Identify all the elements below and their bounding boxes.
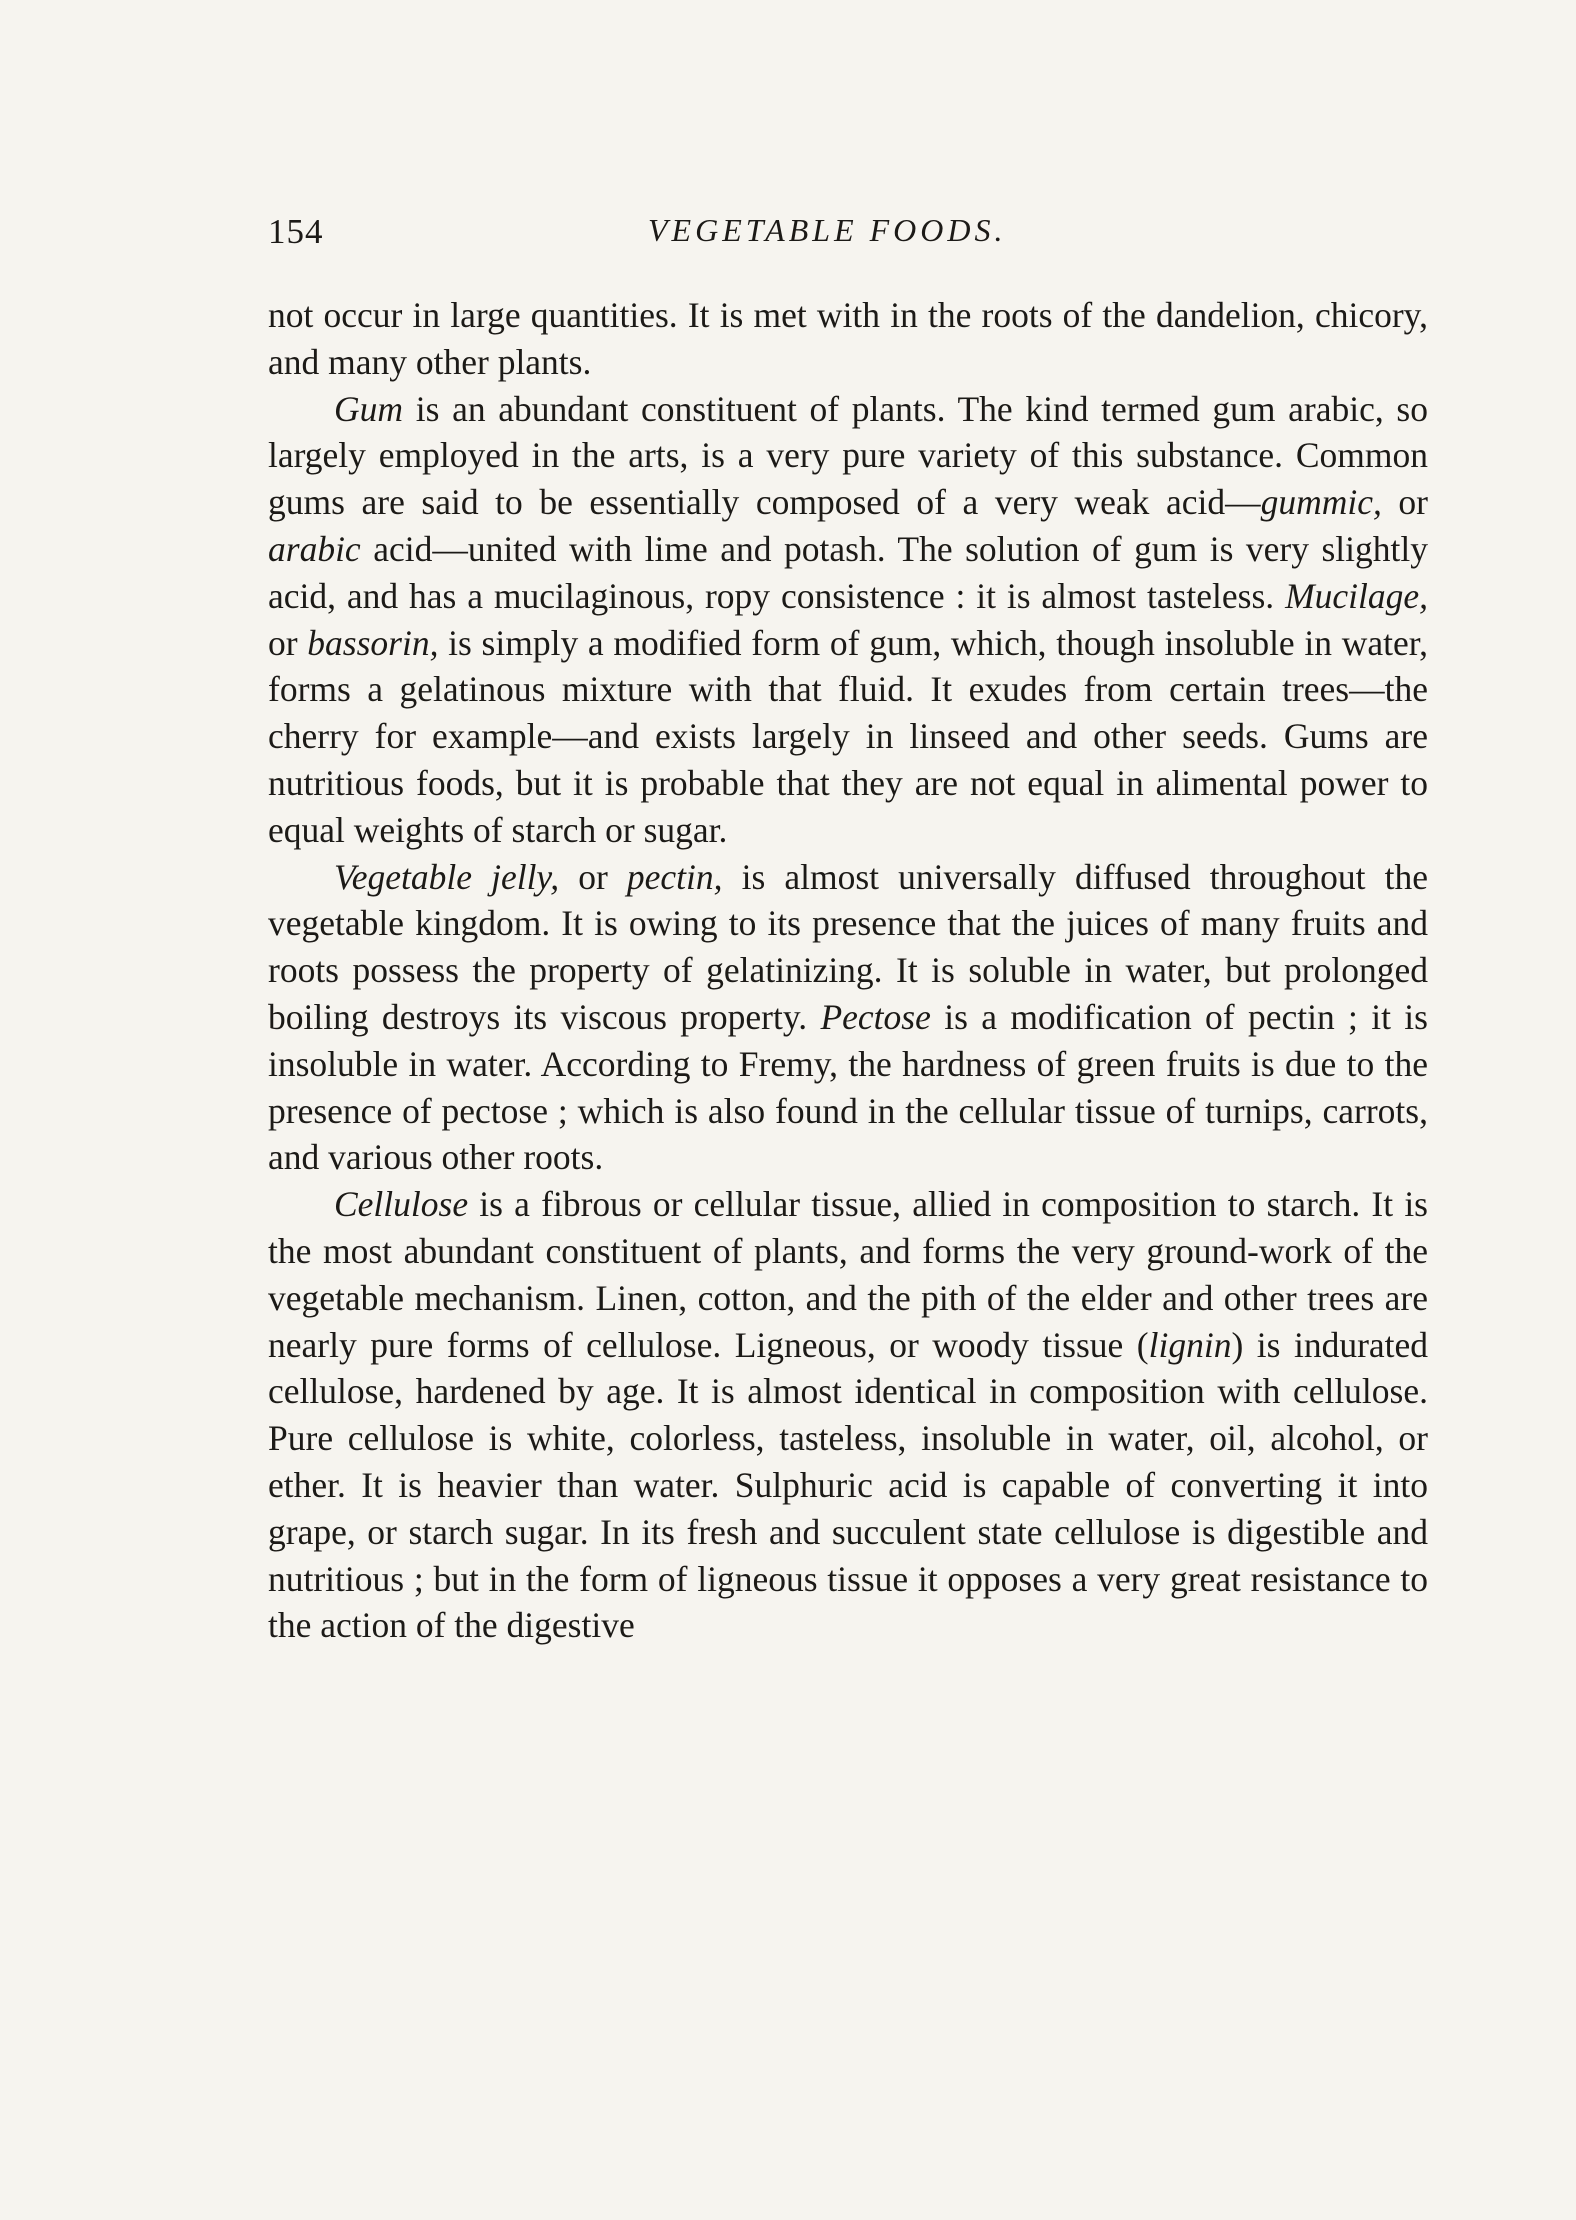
italic-term: lignin (1148, 1324, 1232, 1365)
text-run: is an abundant constituent of plants. The kind termed gum arabic, so largely employed in the arts, is a very pure variety of this substance. Common gums are said to be essentially composed of a very weak acid— (268, 388, 1428, 523)
italic-term: gummic, (1260, 482, 1382, 523)
body-text (268, 292, 1428, 1649)
text-run: not occur in large quantities. It is met with in the roots of the dandelion, chicory, and many other plants. (268, 295, 1428, 382)
italic-term: pectin, (626, 856, 723, 897)
text-run: ) is indurated cellulose, hardened by age. It is almost identical in composition with cellulose. Pure cellulose is white, colorless, tasteless, insoluble in water, oil, alcohol, or ether. It is heavier than water. Sulphuric acid is capable of converting it into grape, or starch sugar. In its fresh and succulent state cellulose is digestible and nutritious ; but in the form of ligneous tissue it opposes a very great resistance to the action of the digestive (268, 1324, 1429, 1646)
paragraph-cellulose (268, 1181, 1428, 1649)
page-header (268, 212, 1428, 262)
text-run: is simply a modified form of gum, which, though insoluble in water, forms a gelatinous mixture with that fluid. It exudes from certain trees—the cherry for example—and exists largely in linseed and other seeds. Gums are nutritious foods, but it is probable that they are not equal in alimental power to equal weights of starch or sugar. (268, 622, 1428, 850)
text-run: acid—united with lime and potash. The solution of gum is very slightly acid, and has a mucilaginous, ropy consistence : it is almost tasteless. (268, 528, 1428, 616)
paragraph-gum (268, 386, 1428, 854)
italic-term: Vegetable jelly, (334, 856, 560, 897)
text-run: is almost universally diffused throughout the vegetable kingdom. It is owing to its presence that the juices of many fruits and roots possess the property of gelatinizing. It is soluble in water, but prolonged boiling destroys its viscous property. (268, 856, 1428, 1037)
italic-term: bassorin, (307, 622, 439, 663)
italic-term: Mucilage, (1285, 575, 1428, 616)
italic-term: arabic (268, 528, 361, 569)
paragraph-vegetable-jelly (268, 854, 1428, 1182)
italic-term: Cellulose (334, 1184, 469, 1225)
text-run: or (559, 856, 627, 897)
paragraph-continuation (268, 292, 1428, 386)
italic-term: Pectose (820, 996, 931, 1037)
text-run: or (268, 622, 308, 663)
italic-term: Gum (334, 388, 404, 429)
text-run: is a modification of pectin ; it is insoluble in water. According to Fremy, the hardness of green fruits is due to the presence of pectose ; which is also found in the cellular tissue of turnips, carrots, and various other roots. (268, 996, 1428, 1178)
text-run: is a fibrous or cellular tissue, allied in composition to starch. It is the most abundant constituent of plants, and forms the very ground-work of the vegetable mechanism. Linen, cotton, and the pith of the elder and other trees are nearly pure forms of cellulose. Ligneous, or woody tissue ( (268, 1184, 1428, 1365)
page-number: 154 (268, 212, 324, 251)
text-run: or (1381, 482, 1429, 523)
running-title: VEGETABLE FOODS. (648, 212, 1007, 248)
